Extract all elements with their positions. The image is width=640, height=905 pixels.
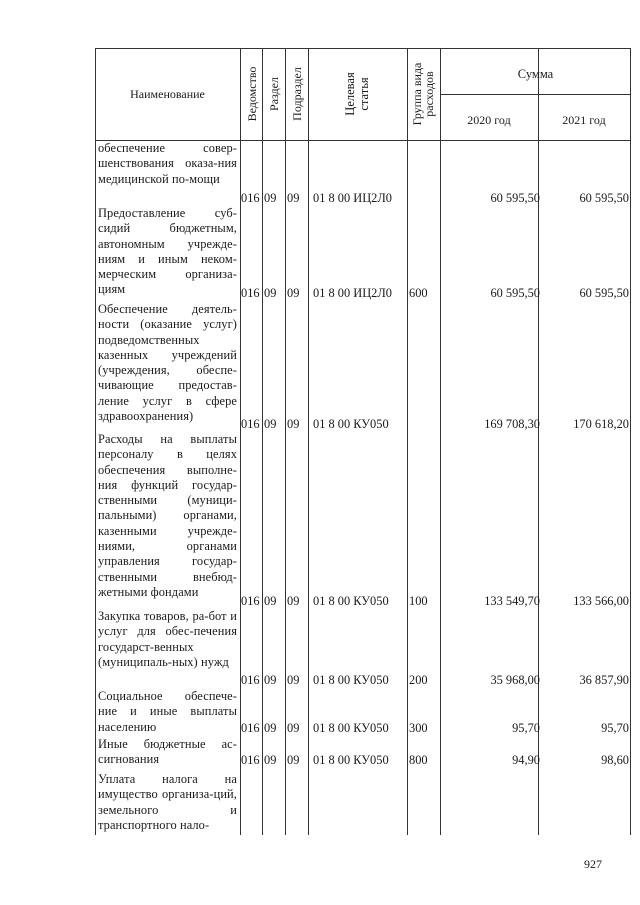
row-sum-2020: 169 708,30 [484,417,540,431]
header-vedomstvo: Ведомство [245,66,259,122]
budget-table [95,48,631,835]
row-razdel: 09 [264,594,277,608]
row-sum-2021: 60 595,50 [579,191,629,205]
row-name: Закупка товаров, ра-бот и услуг для обес-печения государст-венных (муниципаль-ных) нужд [98,609,237,669]
row-name: обеспечение совер-шенствования оказа-ния медицинской по-мощи [98,141,237,186]
row-vedomstvo: 016 [241,673,260,687]
row-vedomstvo: 016 [241,417,260,431]
row-name: Обеспечение деятель-ности (оказание услуг) подведомственных казенных учреждений (учреждения, обеспе-чивающие предостав-ление услуг в сфере здравоохранения) [98,302,237,424]
row-vedomstvo: 016 [241,753,260,767]
row-sum-2020: 35 968,00 [490,673,540,687]
row-name: Расходы на выплаты персоналу в целях обеспечения выполне-ния функций государ-ственными (муници-пальными) органами, казенными учрежде-ниями, органами управления государ-ственными внебюд-жетными фондами [98,432,237,599]
row-gruppa: 600 [409,286,428,300]
row-sum-2021: 60 595,50 [579,286,629,300]
row-podrazdel: 09 [287,673,300,687]
row-sum-2020: 95,70 [512,721,540,735]
row-gruppa: 300 [409,721,428,735]
row-podrazdel: 09 [287,594,300,608]
row-vedomstvo: 016 [241,191,260,205]
row-podrazdel: 09 [287,721,300,735]
row-celevaya: 01 8 00 ИЦ2Л0 [313,191,392,205]
row-podrazdel: 09 [287,286,300,300]
header-gruppa-vida-rashodov [411,63,435,126]
row-celevaya: 01 8 00 ИЦ2Л0 [313,286,392,300]
row-podrazdel: 09 [287,417,300,431]
row-name: Уплата налога на имущество организа-ций, земельного и транспортного нало- [98,772,237,832]
header-podrazdel: Подраздел [290,67,304,121]
header-gruppa-line2: расходов [422,71,436,117]
row-vedomstvo: 016 [241,594,260,608]
row-razdel: 09 [264,673,277,687]
header-year-2021: 2021 год [562,113,606,127]
row-gruppa: 100 [409,594,428,608]
row-sum-2020: 133 549,70 [484,594,540,608]
row-name: Социальное обеспече-ние и иные выплаты населению [98,689,237,734]
row-podrazdel: 09 [287,753,300,767]
row-razdel: 09 [264,417,277,431]
row-razdel: 09 [264,753,277,767]
header-celevaya-line2: статья [357,77,371,111]
row-razdel: 09 [264,721,277,735]
row-name: Иные бюджетные ас-сигнования [98,737,237,767]
row-podrazdel: 09 [287,191,300,205]
row-sum-2021: 98,60 [601,753,629,767]
row-name: Предоставление суб-сидий бюджетным, автономным учрежде-ниям и иным неком-мерческим организа-циям [98,206,237,297]
row-celevaya: 01 8 00 КУ050 [313,417,389,431]
header-celevaya-line1: Целевая [343,72,357,116]
row-sum-2021: 170 618,20 [573,417,629,431]
row-sum-2021: 133 566,00 [573,594,629,608]
row-celevaya: 01 8 00 КУ050 [313,753,389,767]
header-year-2020: 2020 год [467,113,511,127]
row-celevaya: 01 8 00 КУ050 [313,721,389,735]
header-summa: Сумма [517,67,554,81]
row-sum-2021: 36 857,90 [579,673,629,687]
row-celevaya: 01 8 00 КУ050 [313,673,389,687]
row-sum-2020: 60 595,50 [490,191,540,205]
row-sum-2020: 94,90 [512,753,540,767]
row-sum-2020: 60 595,50 [490,286,540,300]
header-celevaya-statya [343,72,371,115]
header-name: Наименование [130,87,205,101]
row-razdel: 09 [264,191,277,205]
row-vedomstvo: 016 [241,721,260,735]
page-number: 927 [584,857,602,871]
header-gruppa-line1: Группа вида [410,62,424,126]
row-celevaya: 01 8 00 КУ050 [313,594,389,608]
row-razdel: 09 [264,286,277,300]
header-razdel: Раздел [267,77,281,111]
row-sum-2021: 95,70 [601,721,629,735]
row-gruppa: 800 [409,753,428,767]
row-gruppa: 200 [409,673,428,687]
row-vedomstvo: 016 [241,286,260,300]
